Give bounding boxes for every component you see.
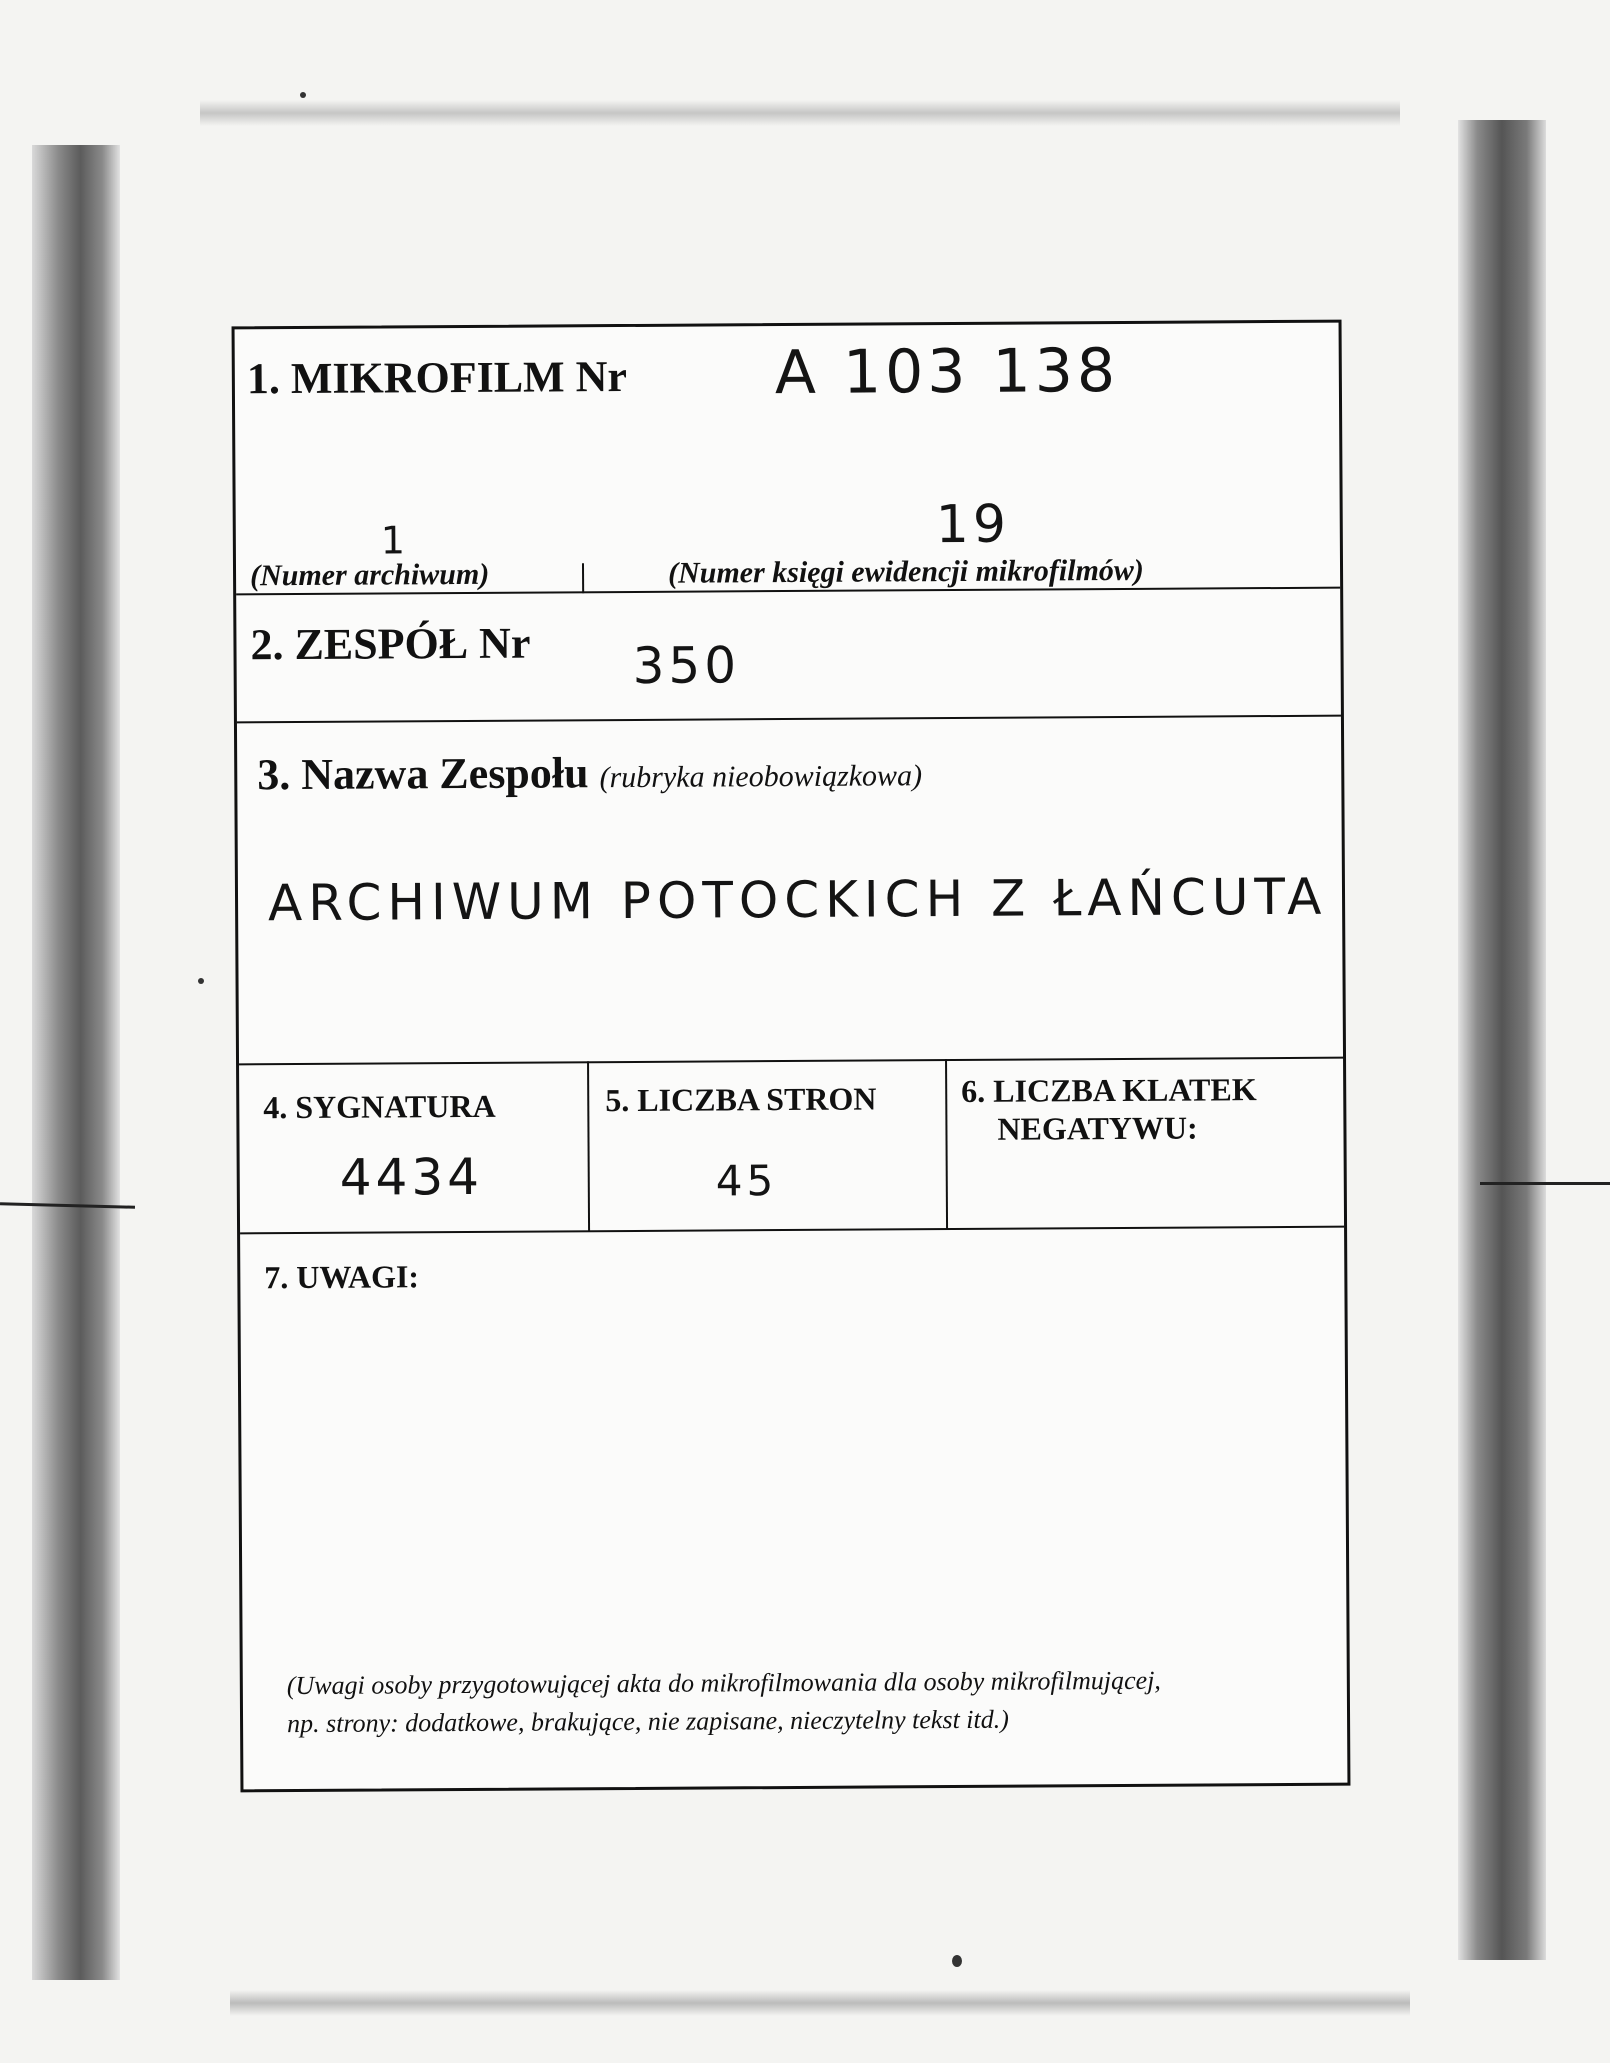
field-fonds-name-value: ARCHIWUM POTOCKICH Z ŁAŃCUTA	[267, 867, 1328, 933]
field-signature-label: 4. SYGNATURA	[263, 1087, 496, 1126]
archive-number-caption: (Numer archiwum)	[249, 557, 490, 593]
scan-edge-bottom	[230, 1990, 1410, 2016]
row-divider-4	[240, 1226, 1344, 1235]
scan-speck	[300, 92, 306, 98]
microfilm-form	[232, 320, 1351, 1793]
field-negative-frames-label-2: NEGATYWU:	[997, 1109, 1198, 1147]
field-fonds-number-label: 2. ZESPÓŁ Nr	[250, 618, 531, 670]
col-divider-4-5	[587, 1061, 590, 1231]
field-microfilm-label: 1. MIKROFILM Nr	[246, 351, 628, 404]
fonds-name-optional-note: (rubryka nieobowiązkowa)	[599, 759, 923, 795]
scan-edge-right	[1458, 120, 1546, 1960]
field-microfilm-value: A 103 138	[774, 335, 1120, 409]
scan-mark-left	[0, 1202, 135, 1209]
scan-edge-top	[200, 100, 1400, 126]
scan-speck	[198, 978, 204, 984]
field-page-count-label: 5. LICZBA STRON	[605, 1080, 877, 1119]
scan-edge-left	[32, 145, 120, 1980]
field-remarks-label: 7. UWAGI:	[264, 1258, 420, 1296]
field-fonds-number-value: 350	[632, 636, 741, 695]
scan-mark-right	[1480, 1182, 1610, 1185]
field-negative-frames-label-1: 6. LICZBA KLATEK	[961, 1071, 1257, 1109]
col-divider-5-6	[945, 1059, 948, 1229]
field-fonds-name-label	[257, 745, 922, 800]
fonds-name-label-text: 3. Nazwa Zespołu	[257, 748, 589, 800]
register-number-caption: (Numer księgi ewidencji mikrofilmów)	[667, 553, 1144, 590]
archive-number-value: 1	[380, 518, 410, 563]
remarks-footer-line-2: np. strony: dodatkowe, brakujące, nie zapisane, nieczytelny tekst itd.)	[286, 1704, 1009, 1739]
register-number-value: 19	[935, 494, 1011, 556]
row-divider-2	[237, 715, 1341, 724]
row-divider-3	[239, 1057, 1343, 1066]
field-page-count-value: 45	[715, 1156, 778, 1206]
scan-speck	[952, 1955, 962, 1967]
caption-divider	[582, 563, 584, 593]
remarks-footer-line-1: (Uwagi osoby przygotowującej akta do mikrofilmowania dla osoby mikrofilmującej,	[286, 1665, 1161, 1701]
field-signature-value: 4434	[339, 1147, 484, 1207]
